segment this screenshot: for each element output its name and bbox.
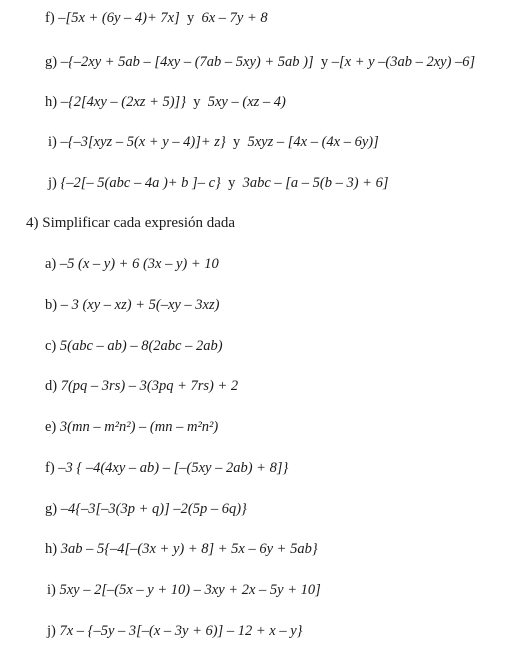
expression-2: –[x + y –(3ab – 2xy) –6] <box>331 54 476 70</box>
exercise-4h <box>45 540 318 558</box>
item-label: j) <box>47 623 56 639</box>
expression-2: 5xyz – [4x – (4x – 6y)] <box>247 134 379 150</box>
exercise-4d <box>45 377 238 395</box>
exercise-4f <box>45 459 288 477</box>
exercise-4j <box>47 622 302 640</box>
expression: 7(pq – 3rs) – 3(3pq + 7rs) + 2 <box>60 378 239 394</box>
conjunction: y <box>187 10 195 26</box>
exercise-3g <box>45 53 475 71</box>
exercise-4a <box>45 255 219 273</box>
item-label: i) <box>47 582 56 598</box>
item-label: b) <box>45 297 58 313</box>
item-label: f) <box>45 10 55 26</box>
exercise-3i <box>48 133 379 151</box>
item-label: i) <box>48 134 57 150</box>
exercise-4b <box>45 296 219 314</box>
expression: –4{–3[–3(3p + q)] –2(5p – 6q)} <box>60 501 247 517</box>
expression: 5(abc – ab) – 8(2abc – 2ab) <box>59 338 223 354</box>
exercise-3f <box>45 9 268 27</box>
item-label: h) <box>45 94 58 110</box>
exercise-3j <box>48 174 388 192</box>
expression-1: –{–2xy + 5ab – [4xy – (7ab – 5xy) + 5ab )] <box>60 54 314 70</box>
conjunction: y <box>233 134 241 150</box>
exercise-4i <box>47 581 321 599</box>
section-4-heading <box>26 214 235 232</box>
conjunction: y <box>228 175 236 191</box>
expression-1: –{–3[xyz – 5(x + y – 4)]+ z} <box>60 134 226 150</box>
item-label: g) <box>45 54 58 70</box>
conjunction: y <box>320 54 329 70</box>
item-label: j) <box>48 175 57 191</box>
expression-1: –[5x + (6y – 4)+ 7x] <box>58 10 180 26</box>
expression: – 3 (xy – xz) + 5(–xy – 3xz) <box>60 297 220 313</box>
section-number: 4) <box>26 215 39 231</box>
item-label: g) <box>45 501 58 517</box>
exercise-4c <box>45 337 223 355</box>
expression-1: –{2[4xy – (2xz + 5)]} <box>60 94 186 110</box>
expression: –3 { –4(4xy – ab) – [–(5xy – 2ab) + 8]} <box>58 460 289 476</box>
exercise-4g <box>45 500 247 518</box>
item-label: c) <box>45 338 57 354</box>
item-label: f) <box>45 460 55 476</box>
expression-2: 6x – 7y + 8 <box>201 10 268 26</box>
expression: 7x – {–5y – 3[–(x – 3y + 6)] – 12 + x – y} <box>59 623 303 639</box>
expression: 3(mn – m²n²) – (mn – m²n²) <box>59 419 219 435</box>
item-label: h) <box>45 541 58 557</box>
expression-1: {–2[– 5(abc – 4a )+ b ]– c} <box>60 175 221 191</box>
expression: 5xy – 2[–(5x – y + 10) – 3xy + 2x – 5y + 10] <box>59 582 321 598</box>
exercise-4e <box>45 418 218 436</box>
section-title: Simplificar cada expresión dada <box>42 215 236 231</box>
item-label: d) <box>45 378 58 394</box>
item-label: a) <box>45 256 57 272</box>
expression-2: 3abc – [a – 5(b – 3) + 6] <box>242 175 389 191</box>
exercise-3h <box>45 93 286 111</box>
conjunction: y <box>193 94 201 110</box>
item-label: e) <box>45 419 57 435</box>
expression: –5 (x – y) + 6 (3x – y) + 10 <box>59 256 219 272</box>
expression-2: 5xy – (xz – 4) <box>207 94 286 110</box>
expression: 3ab – 5{–4[–(3x + y) + 8] + 5x – 6y + 5ab} <box>60 541 318 557</box>
